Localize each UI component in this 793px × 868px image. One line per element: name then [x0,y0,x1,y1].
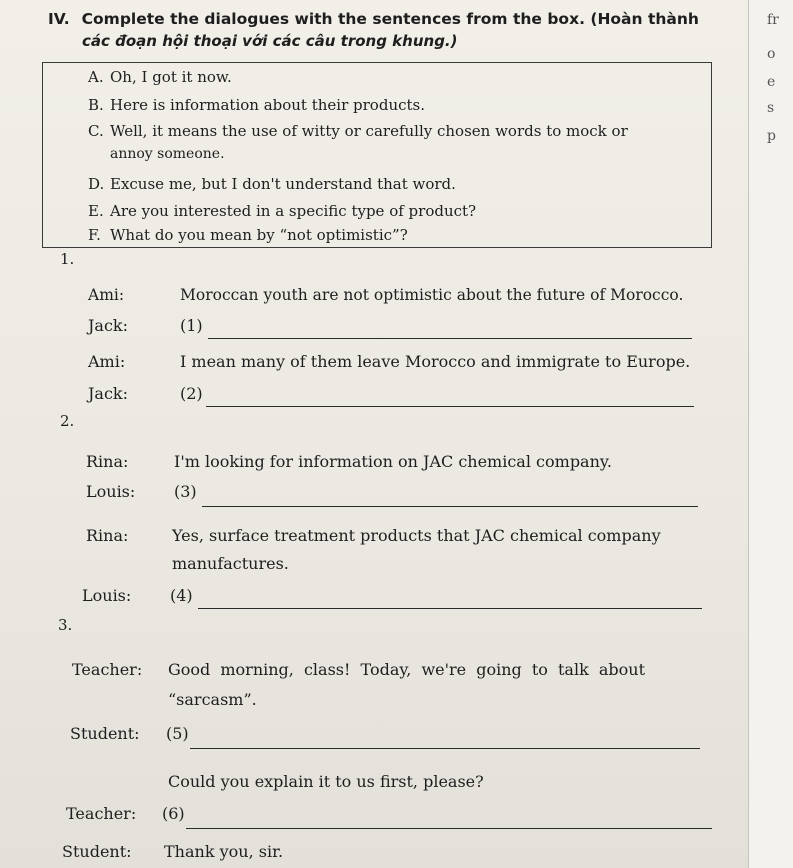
dialogue2-line2 [86,482,197,501]
option-a: A. Oh, I got it now. [88,68,232,86]
blank-number: (6) [162,804,185,823]
option-b: B. Here is information about their products. [88,96,425,114]
utterance: I'm looking for information on JAC chemical company. [174,452,612,471]
speaker-label: Rina: [86,526,129,545]
option-c-continuation: annoy someone. [110,146,225,162]
option-d: D. Excuse me, but I don't understand that word. [88,175,456,193]
adjacent-page-edge [748,0,793,868]
answer-blank-5[interactable] [190,748,700,749]
dialogue1-line3 [88,352,691,371]
speaker-label: Louis: [82,586,132,605]
speaker-label: Rina: [86,452,129,471]
utterance: manufactures. [172,554,289,573]
speaker-label: Ami: [88,352,126,371]
answer-blank-3[interactable] [202,506,698,507]
dialogue3-line2-continuation [168,772,484,791]
edge-letter: e [767,74,776,90]
speaker-label: Louis: [86,482,136,501]
section-subtitle: các đoạn hội thoại với các câu trong khung.) [82,32,458,50]
utterance: “sarcasm”. [168,690,257,709]
option-e: E. Are you interested in a specific type of product? [88,202,477,220]
answer-blank-1[interactable] [208,338,692,339]
utterance: Good morning, class! Today, we're going to talk about [168,660,646,679]
dialogue3-line1-continuation [168,690,257,709]
dialogue3-line1 [72,660,646,679]
utterance: Could you explain it to us first, please? [168,772,484,791]
speaker-label: Jack: [88,384,128,403]
dialogue3-line4 [62,842,284,861]
speaker-label: Student: [70,724,140,743]
answer-blank-4[interactable] [198,608,702,609]
dialogue1-line2 [88,316,203,335]
edge-letter: fr [767,12,779,28]
dialogue2-line3 [86,526,661,545]
edge-letter: o [767,46,776,62]
blank-number: (2) [180,384,203,403]
utterance: Yes, surface treatment products that JAC chemical company [172,526,661,545]
speaker-label: Teacher: [72,660,143,679]
dialogue2-line1 [86,452,612,471]
edge-letter: s [767,100,775,116]
blank-number: (4) [170,586,193,605]
edge-letter: p [767,128,776,144]
speaker-label: Jack: [88,316,128,335]
dialogue3-line2 [70,724,189,743]
answer-blank-6[interactable] [186,828,712,829]
task-number-2: 2. [60,412,75,430]
speaker-label: Ami: [88,286,125,304]
blank-number: (5) [166,724,189,743]
dialogue2-line3-continuation [172,554,289,573]
utterance: Moroccan youth are not optimistic about the future of Morocco. [180,286,684,304]
dialogue2-line4 [82,586,193,605]
task-number-3: 3. [58,616,73,634]
dialogue1-line1 [88,286,684,304]
utterance: I mean many of them leave Morocco and immigrate to Europe. [180,352,691,371]
task-number-1: 1. [60,250,75,268]
utterance: Thank you, sir. [164,842,284,861]
dialogue1-line4 [88,384,203,403]
section-title: Complete the dialogues with the sentences from the box. (Hoàn thành [81,10,699,28]
dialogue3-line3 [66,804,185,823]
section-number: IV. [48,10,70,28]
option-c: C. Well, it means the use of witty or carefully chosen words to mock or [88,122,628,140]
answer-blank-2[interactable] [206,406,694,407]
speaker-label: Student: [62,842,132,861]
option-f: F. What do you mean by “not optimistic”? [88,226,408,244]
blank-number: (3) [174,482,197,501]
speaker-label: Teacher: [66,804,137,823]
section-heading [48,10,748,28]
blank-number: (1) [180,316,203,335]
